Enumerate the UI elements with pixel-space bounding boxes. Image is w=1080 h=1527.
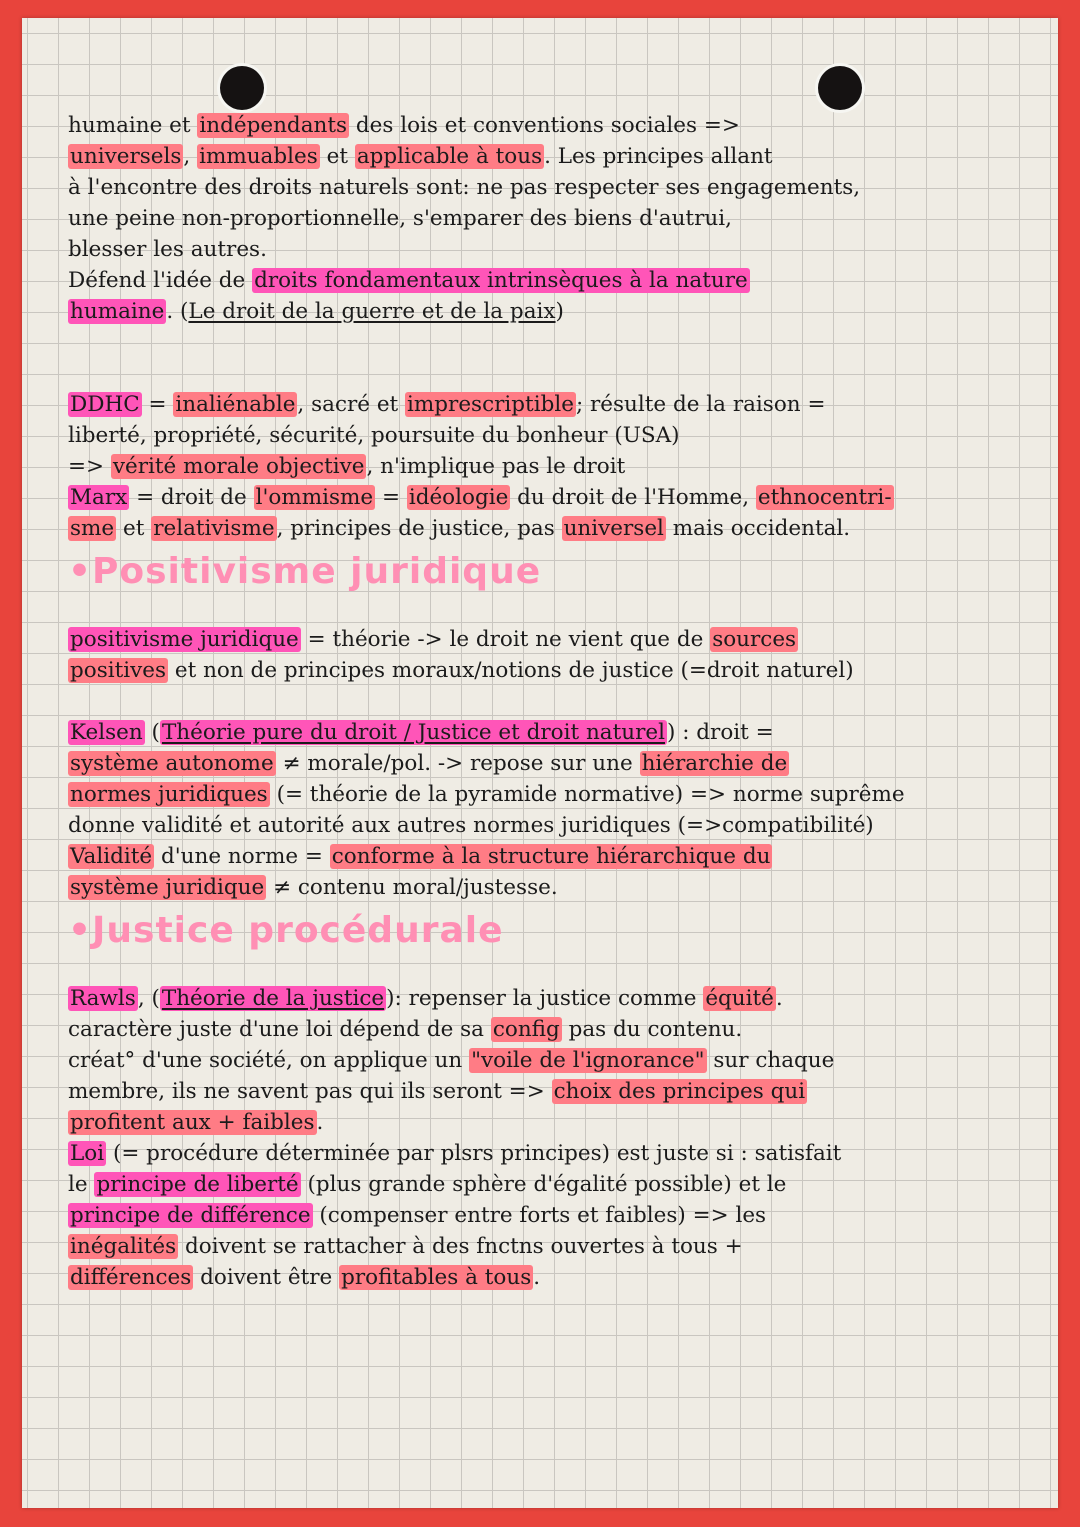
text: créat° d'une société, on applique un (68, 1048, 470, 1073)
text: (= procédure déterminée par plsrs principes) est juste si : satisfait (106, 1141, 842, 1166)
text: ): repenser la justice comme (386, 986, 704, 1011)
text: d'une norme = (154, 844, 330, 869)
highlight: idéologie (408, 485, 509, 510)
highlight: Rawls (70, 986, 136, 1011)
text: des lois et conventions sociales => (349, 113, 740, 138)
text: (plus grande sphère d'égalité possible) et le (300, 1172, 787, 1197)
section-title-justice: •Justice procédurale (68, 910, 504, 951)
text: . (533, 1265, 541, 1290)
text-line (68, 872, 1028, 903)
text: ( (144, 720, 160, 745)
text-line: liberté, propriété, sécurité, poursuite du bonheur (USA) (68, 423, 680, 448)
text-line: à l'encontre des droits naturels sont: ne pas respecter ses engagements, (68, 175, 861, 200)
natural-law-paragraph (68, 110, 1028, 327)
highlight: universel (563, 516, 664, 541)
highlight: applicable à tous (356, 144, 543, 169)
highlight: imprescriptible (407, 392, 574, 417)
text-line (68, 513, 1028, 544)
text: , sacré et (297, 392, 406, 417)
text: (compenser entre forts et faibles) => les (312, 1203, 767, 1228)
text-line (68, 482, 1028, 513)
text-line (68, 1262, 1028, 1293)
text: , principes de justice, pas (276, 516, 562, 541)
text: , (183, 144, 198, 169)
text: ≠ morale/pol. -> repose sur une (275, 751, 640, 776)
text: doivent se rattacher à des fnctns ouvertes à tous + (178, 1234, 743, 1259)
text: doivent être (193, 1265, 340, 1290)
highlight: vérité morale objective (112, 454, 365, 479)
text-line (68, 1200, 1028, 1231)
book-reference: Théorie pure du droit / Justice et droit naturel (161, 720, 665, 745)
highlight: choix des principes qui (553, 1079, 806, 1104)
text-line (68, 717, 1028, 748)
text: sur chaque (706, 1048, 835, 1073)
highlight: config (492, 1017, 560, 1042)
highlight: différences (70, 1265, 192, 1290)
text-line (68, 1138, 1028, 1169)
highlight: universels (70, 144, 182, 169)
binder-hole-right (818, 66, 862, 110)
highlight: profitables à tous (341, 1265, 532, 1290)
text: = (375, 485, 407, 510)
text-line (68, 265, 1028, 296)
text: Défend l'idée de (68, 268, 253, 293)
highlight: sme (70, 516, 115, 541)
highlight: ethnocentri- (757, 485, 892, 510)
text: , ( (137, 986, 160, 1011)
highlight: Marx (70, 485, 128, 510)
highlight: profitent aux + faibles (70, 1110, 315, 1135)
positivisme-paragraph (68, 624, 1028, 686)
highlight: "voile de l'ignorance" (471, 1048, 705, 1073)
book-reference: Théorie de la justice (161, 986, 385, 1011)
text: . ( (166, 299, 189, 324)
book-reference: Le droit de la guerre et de la paix (188, 299, 556, 324)
text-line (68, 1076, 1028, 1107)
text: . Les principes allant (544, 144, 773, 169)
text-line: blesser les autres. (68, 237, 267, 262)
text: = théorie -> le droit ne vient que de (300, 627, 711, 652)
highlight: immuables (199, 144, 318, 169)
highlight: Kelsen (70, 720, 143, 745)
text: ; résulte de la raison = (575, 392, 826, 417)
text: le (68, 1172, 95, 1197)
text-line (68, 1169, 1028, 1200)
highlight: inaliénable (175, 392, 296, 417)
text-line (68, 1014, 1028, 1045)
text: ) : droit = (666, 720, 774, 745)
text: membre, ils ne savent pas qui ils seront => (68, 1079, 552, 1104)
text-line (68, 296, 1028, 327)
notes-content (68, 110, 1028, 1293)
ddhc-paragraph (68, 389, 1028, 544)
highlight: Loi (70, 1141, 105, 1166)
text-line (68, 141, 1028, 172)
highlight: conforme à la structure hiérarchique du (331, 844, 771, 869)
highlight: humaine (70, 299, 165, 324)
highlight: normes juridiques (70, 782, 268, 807)
highlight: DDHC (70, 392, 140, 417)
text: du droit de l'Homme, (510, 485, 756, 510)
text: . (316, 1110, 324, 1135)
highlight: inégalités (70, 1234, 177, 1259)
text-line (68, 1107, 1028, 1138)
text-line (68, 779, 1028, 810)
text: humaine et (68, 113, 198, 138)
text-line (68, 451, 1028, 482)
text: et (116, 516, 152, 541)
text: = droit de (129, 485, 254, 510)
highlight: relativisme (153, 516, 275, 541)
text-line (68, 983, 1028, 1014)
highlight: positivisme juridique (70, 627, 299, 652)
highlight: positives (70, 658, 167, 683)
highlight: système juridique (70, 875, 265, 900)
highlight: système autonome (70, 751, 274, 776)
binder-hole-left (220, 66, 264, 110)
highlight: l'ommisme (255, 485, 374, 510)
highlight: principe de différence (70, 1203, 311, 1228)
rawls-paragraph (68, 983, 1028, 1293)
text-line (68, 748, 1028, 779)
highlight: Validité (70, 844, 153, 869)
text-line (68, 655, 1028, 686)
text: caractère juste d'une loi dépend de sa (68, 1017, 491, 1042)
text: = (141, 392, 174, 417)
text: ) (555, 299, 564, 324)
text: ≠ contenu moral/justesse. (266, 875, 558, 900)
text-line (68, 841, 1028, 872)
text-line (68, 1231, 1028, 1262)
text: et (319, 144, 355, 169)
text: . (775, 986, 783, 1011)
text-line: une peine non-proportionnelle, s'emparer des biens d'autrui, (68, 206, 732, 231)
text: (= théorie de la pyramide normative) => norme suprême (269, 782, 905, 807)
highlight: principe de liberté (96, 1172, 299, 1197)
section-title-positivisme: •Positivisme juridique (68, 551, 542, 592)
highlight: sources (712, 627, 797, 652)
text-line (68, 624, 1028, 655)
grid-paper-sheet (22, 18, 1058, 1508)
highlight: indépendants (199, 113, 348, 138)
highlight: hiérarchie de (641, 751, 788, 776)
text: pas du contenu. (561, 1017, 743, 1042)
text-line: donne validité et autorité aux autres normes juridiques (=>compatibilité) (68, 813, 874, 838)
text: => (68, 454, 111, 479)
text: mais occidental. (665, 516, 851, 541)
kelsen-paragraph (68, 717, 1028, 903)
highlight: équité (705, 986, 774, 1011)
text-line (68, 1045, 1028, 1076)
text: , n'implique pas le droit (366, 454, 626, 479)
text-line (68, 389, 1028, 420)
highlight: droits fondamentaux intrinsèques à la nature (254, 268, 748, 293)
text: et non de principes moraux/notions de justice (=droit naturel) (168, 658, 854, 683)
text-line (68, 110, 1028, 141)
